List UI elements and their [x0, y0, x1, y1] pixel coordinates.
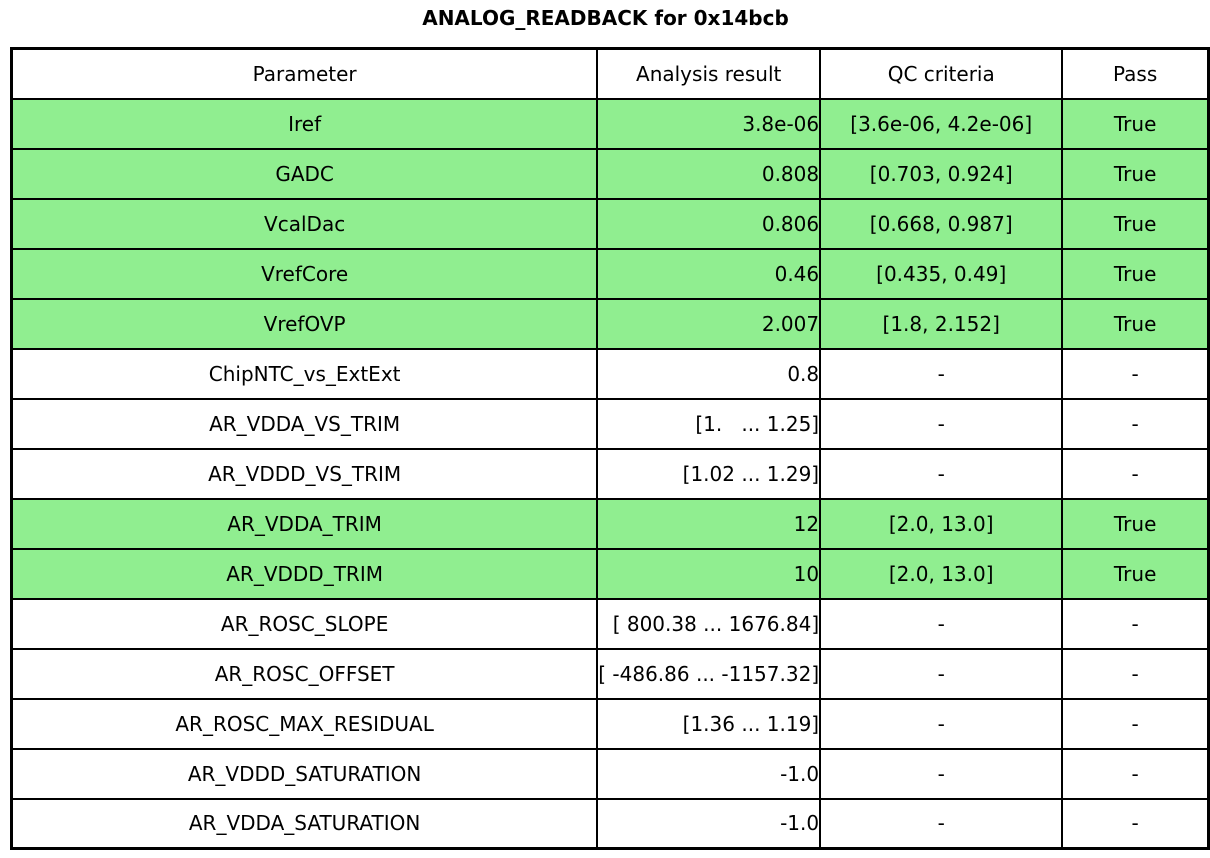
table-row [12, 199, 1209, 249]
cell-analysis-result [597, 699, 820, 749]
cell-parameter: VcalDac [12, 199, 598, 249]
cell-analysis-result [597, 349, 820, 399]
cell-parameter: AR_VDDA_TRIM [12, 499, 598, 549]
cell-parameter: AR_ROSC_OFFSET [12, 649, 598, 699]
cell-qc-criteria: - [820, 349, 1062, 399]
col-header-analysis-result: Analysis result [597, 49, 820, 99]
cell-parameter: AR_VDDA_VS_TRIM [12, 399, 598, 449]
cell-analysis-result-value: 12 [793, 511, 820, 536]
cell-analysis-result [597, 399, 820, 449]
cell-analysis-result-value: 3.8e-06 [742, 111, 820, 136]
cell-pass: True [1062, 99, 1208, 149]
cell-pass: True [1062, 249, 1208, 299]
table-row [12, 249, 1209, 299]
table-row [12, 399, 1209, 449]
col-header-parameter: Parameter [12, 49, 598, 99]
cell-analysis-result-value: 2.007 [761, 311, 820, 336]
cell-parameter: ChipNTC_vs_ExtExt [12, 349, 598, 399]
cell-pass: - [1062, 599, 1208, 649]
cell-analysis-result [597, 749, 820, 799]
cell-analysis-result-value: 0.806 [761, 211, 820, 236]
cell-analysis-result-value: 0.46 [774, 261, 820, 286]
table-row [12, 449, 1209, 499]
cell-qc-criteria: - [820, 699, 1062, 749]
cell-qc-criteria: [0.668, 0.987] [820, 199, 1062, 249]
cell-qc-criteria: - [820, 449, 1062, 499]
table-row [12, 649, 1209, 699]
cell-analysis-result [597, 549, 820, 599]
cell-qc-criteria: - [820, 749, 1062, 799]
cell-analysis-result-value: [ -486.86 ... -1157.32] [598, 661, 820, 686]
analog-readback-table [10, 47, 1210, 850]
cell-pass: True [1062, 499, 1208, 549]
table-row [12, 349, 1209, 399]
cell-analysis-result-value: -1.0 [780, 761, 820, 786]
cell-parameter: AR_VDDD_VS_TRIM [12, 449, 598, 499]
cell-pass: - [1062, 649, 1208, 699]
table-row [12, 749, 1209, 799]
cell-analysis-result [597, 299, 820, 349]
cell-analysis-result-value: [1.02 ... 1.29] [682, 461, 820, 486]
cell-analysis-result-value: 0.8 [787, 361, 820, 386]
header-row [12, 49, 1209, 99]
cell-pass: True [1062, 549, 1208, 599]
cell-qc-criteria: - [820, 649, 1062, 699]
cell-parameter: AR_VDDD_TRIM [12, 549, 598, 599]
cell-parameter: AR_VDDA_SATURATION [12, 799, 598, 849]
cell-parameter: VrefOVP [12, 299, 598, 349]
cell-qc-criteria: - [820, 799, 1062, 849]
cell-analysis-result [597, 799, 820, 849]
cell-qc-criteria: [2.0, 13.0] [820, 499, 1062, 549]
table-row [12, 499, 1209, 549]
table-row [12, 699, 1209, 749]
cell-analysis-result-value: [1. ... 1.25] [695, 411, 820, 436]
table-row [12, 299, 1209, 349]
cell-parameter: AR_ROSC_MAX_RESIDUAL [12, 699, 598, 749]
cell-analysis-result-value: 10 [793, 561, 820, 586]
cell-qc-criteria: [0.435, 0.49] [820, 249, 1062, 299]
cell-qc-criteria: [3.6e-06, 4.2e-06] [820, 99, 1062, 149]
table-row [12, 149, 1209, 199]
cell-analysis-result [597, 649, 820, 699]
cell-parameter: GADC [12, 149, 598, 199]
cell-pass: True [1062, 149, 1208, 199]
cell-pass: True [1062, 299, 1208, 349]
cell-qc-criteria: [1.8, 2.152] [820, 299, 1062, 349]
cell-analysis-result [597, 99, 820, 149]
cell-analysis-result [597, 199, 820, 249]
cell-pass: - [1062, 349, 1208, 399]
cell-qc-criteria: [2.0, 13.0] [820, 549, 1062, 599]
cell-analysis-result [597, 599, 820, 649]
cell-parameter: AR_VDDD_SATURATION [12, 749, 598, 799]
cell-analysis-result-value: -1.0 [780, 811, 820, 836]
cell-qc-criteria: - [820, 599, 1062, 649]
cell-analysis-result-value: [ 800.38 ... 1676.84] [612, 611, 820, 636]
cell-pass: - [1062, 699, 1208, 749]
cell-parameter: AR_ROSC_SLOPE [12, 599, 598, 649]
cell-analysis-result [597, 149, 820, 199]
table-row [12, 799, 1209, 849]
col-header-pass: Pass [1062, 49, 1208, 99]
cell-analysis-result-value: 0.808 [761, 161, 820, 186]
table-row [12, 99, 1209, 149]
cell-analysis-result [597, 499, 820, 549]
table-row [12, 599, 1209, 649]
cell-analysis-result [597, 249, 820, 299]
table-row [12, 549, 1209, 599]
cell-qc-criteria: - [820, 399, 1062, 449]
cell-parameter: VrefCore [12, 249, 598, 299]
page-title: ANALOG_READBACK for 0x14bcb [422, 6, 789, 30]
cell-pass: - [1062, 799, 1208, 849]
col-header-qc-criteria: QC criteria [820, 49, 1062, 99]
cell-pass: - [1062, 449, 1208, 499]
cell-pass: - [1062, 399, 1208, 449]
cell-pass: - [1062, 749, 1208, 799]
cell-analysis-result-value: [1.36 ... 1.19] [682, 711, 820, 736]
cell-qc-criteria: [0.703, 0.924] [820, 149, 1062, 199]
cell-analysis-result [597, 449, 820, 499]
cell-parameter: Iref [12, 99, 598, 149]
cell-pass: True [1062, 199, 1208, 249]
